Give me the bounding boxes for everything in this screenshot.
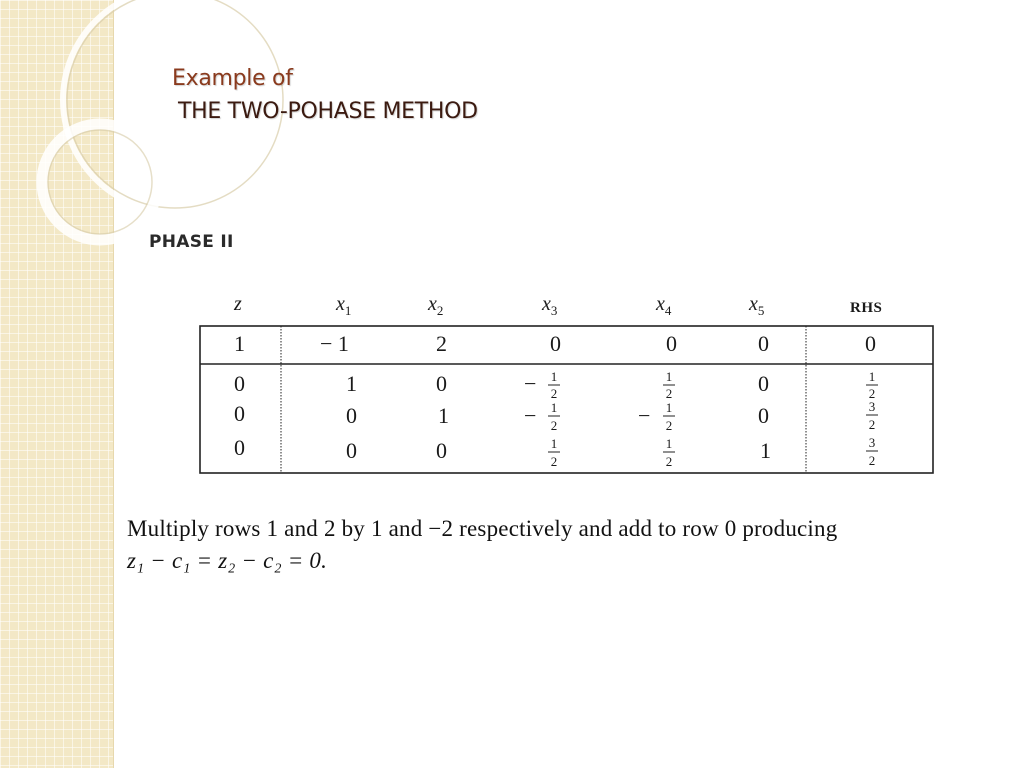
fraction <box>548 400 560 433</box>
cell: − <box>524 371 537 396</box>
cell: 0 <box>758 371 769 396</box>
phase-label: PHASE II <box>149 232 234 252</box>
svg-text:3: 3 <box>868 399 876 414</box>
cell: 0 <box>234 371 245 396</box>
table-row <box>234 399 878 433</box>
svg-text:1: 1 <box>665 400 673 415</box>
cell: − 1 <box>320 331 349 356</box>
slide-title <box>172 62 478 128</box>
cell: 0 <box>346 403 357 428</box>
svg-text:2: 2 <box>665 454 673 469</box>
svg-text:1: 1 <box>550 436 558 451</box>
cell: 0 <box>666 331 677 356</box>
svg-text:1: 1 <box>550 369 558 384</box>
simplex-tableau <box>190 292 940 482</box>
svg-text:2: 2 <box>550 454 558 469</box>
cell: 0 <box>550 331 561 356</box>
tableau-header <box>233 293 882 318</box>
cell: 0 <box>436 438 447 463</box>
header-z: z <box>234 293 242 315</box>
svg-text:2: 2 <box>665 418 673 433</box>
svg-text:1: 1 <box>665 369 673 384</box>
fraction <box>866 435 878 468</box>
title-line-1: Example of <box>172 66 293 91</box>
cell: 1 <box>346 371 357 396</box>
cell: − <box>524 403 537 428</box>
table-row <box>234 369 878 401</box>
fraction <box>548 369 560 401</box>
svg-text:3: 3 <box>868 435 876 450</box>
svg-text:2: 2 <box>868 417 876 432</box>
cell: 0 <box>865 331 876 356</box>
cell: 0 <box>758 331 769 356</box>
decorative-rings <box>0 0 260 300</box>
svg-text:1: 1 <box>550 400 558 415</box>
table-row <box>234 331 876 356</box>
explanation-sentence: Multiply rows 1 and 2 by 1 and −2 respectively and add to row 0 producing <box>127 516 838 541</box>
header-x3: $x_3$ <box>542 293 558 318</box>
table-row <box>234 435 878 469</box>
fraction <box>663 400 675 433</box>
svg-text:1: 1 <box>665 436 673 451</box>
svg-text:2: 2 <box>550 386 558 401</box>
cell: 1 <box>760 438 771 463</box>
cell: 0 <box>346 438 357 463</box>
svg-text:2: 2 <box>550 418 558 433</box>
fraction <box>866 369 878 401</box>
cell: 0 <box>436 371 447 396</box>
cell: 1 <box>234 331 245 356</box>
title-line-2: THE TWO-POHASE METHOD <box>178 99 478 124</box>
header-x5: $x_5$ <box>749 293 765 318</box>
fraction <box>866 399 878 432</box>
cell: 0 <box>234 401 245 426</box>
svg-text:2: 2 <box>868 386 876 401</box>
cell: 1 <box>438 403 449 428</box>
tableau-frame <box>200 326 933 473</box>
svg-text:2: 2 <box>868 453 876 468</box>
header-x4: $x_4$ <box>656 293 672 318</box>
cell: − <box>638 403 651 428</box>
explanation-equation: z₁ − c₁ = z₂ − c₂ = 0. <box>127 548 328 573</box>
cell: 2 <box>436 331 447 356</box>
explanation-text <box>127 513 1007 577</box>
header-x1: $x_1$ <box>336 293 352 318</box>
fraction <box>548 436 560 469</box>
fraction <box>663 436 675 469</box>
fraction <box>663 369 675 401</box>
svg-text:1: 1 <box>868 369 876 384</box>
header-x2: $x_2$ <box>428 293 444 318</box>
header-rhs: RHS <box>850 300 883 316</box>
cell: 0 <box>758 403 769 428</box>
svg-text:2: 2 <box>665 386 673 401</box>
cell: 0 <box>234 435 245 460</box>
